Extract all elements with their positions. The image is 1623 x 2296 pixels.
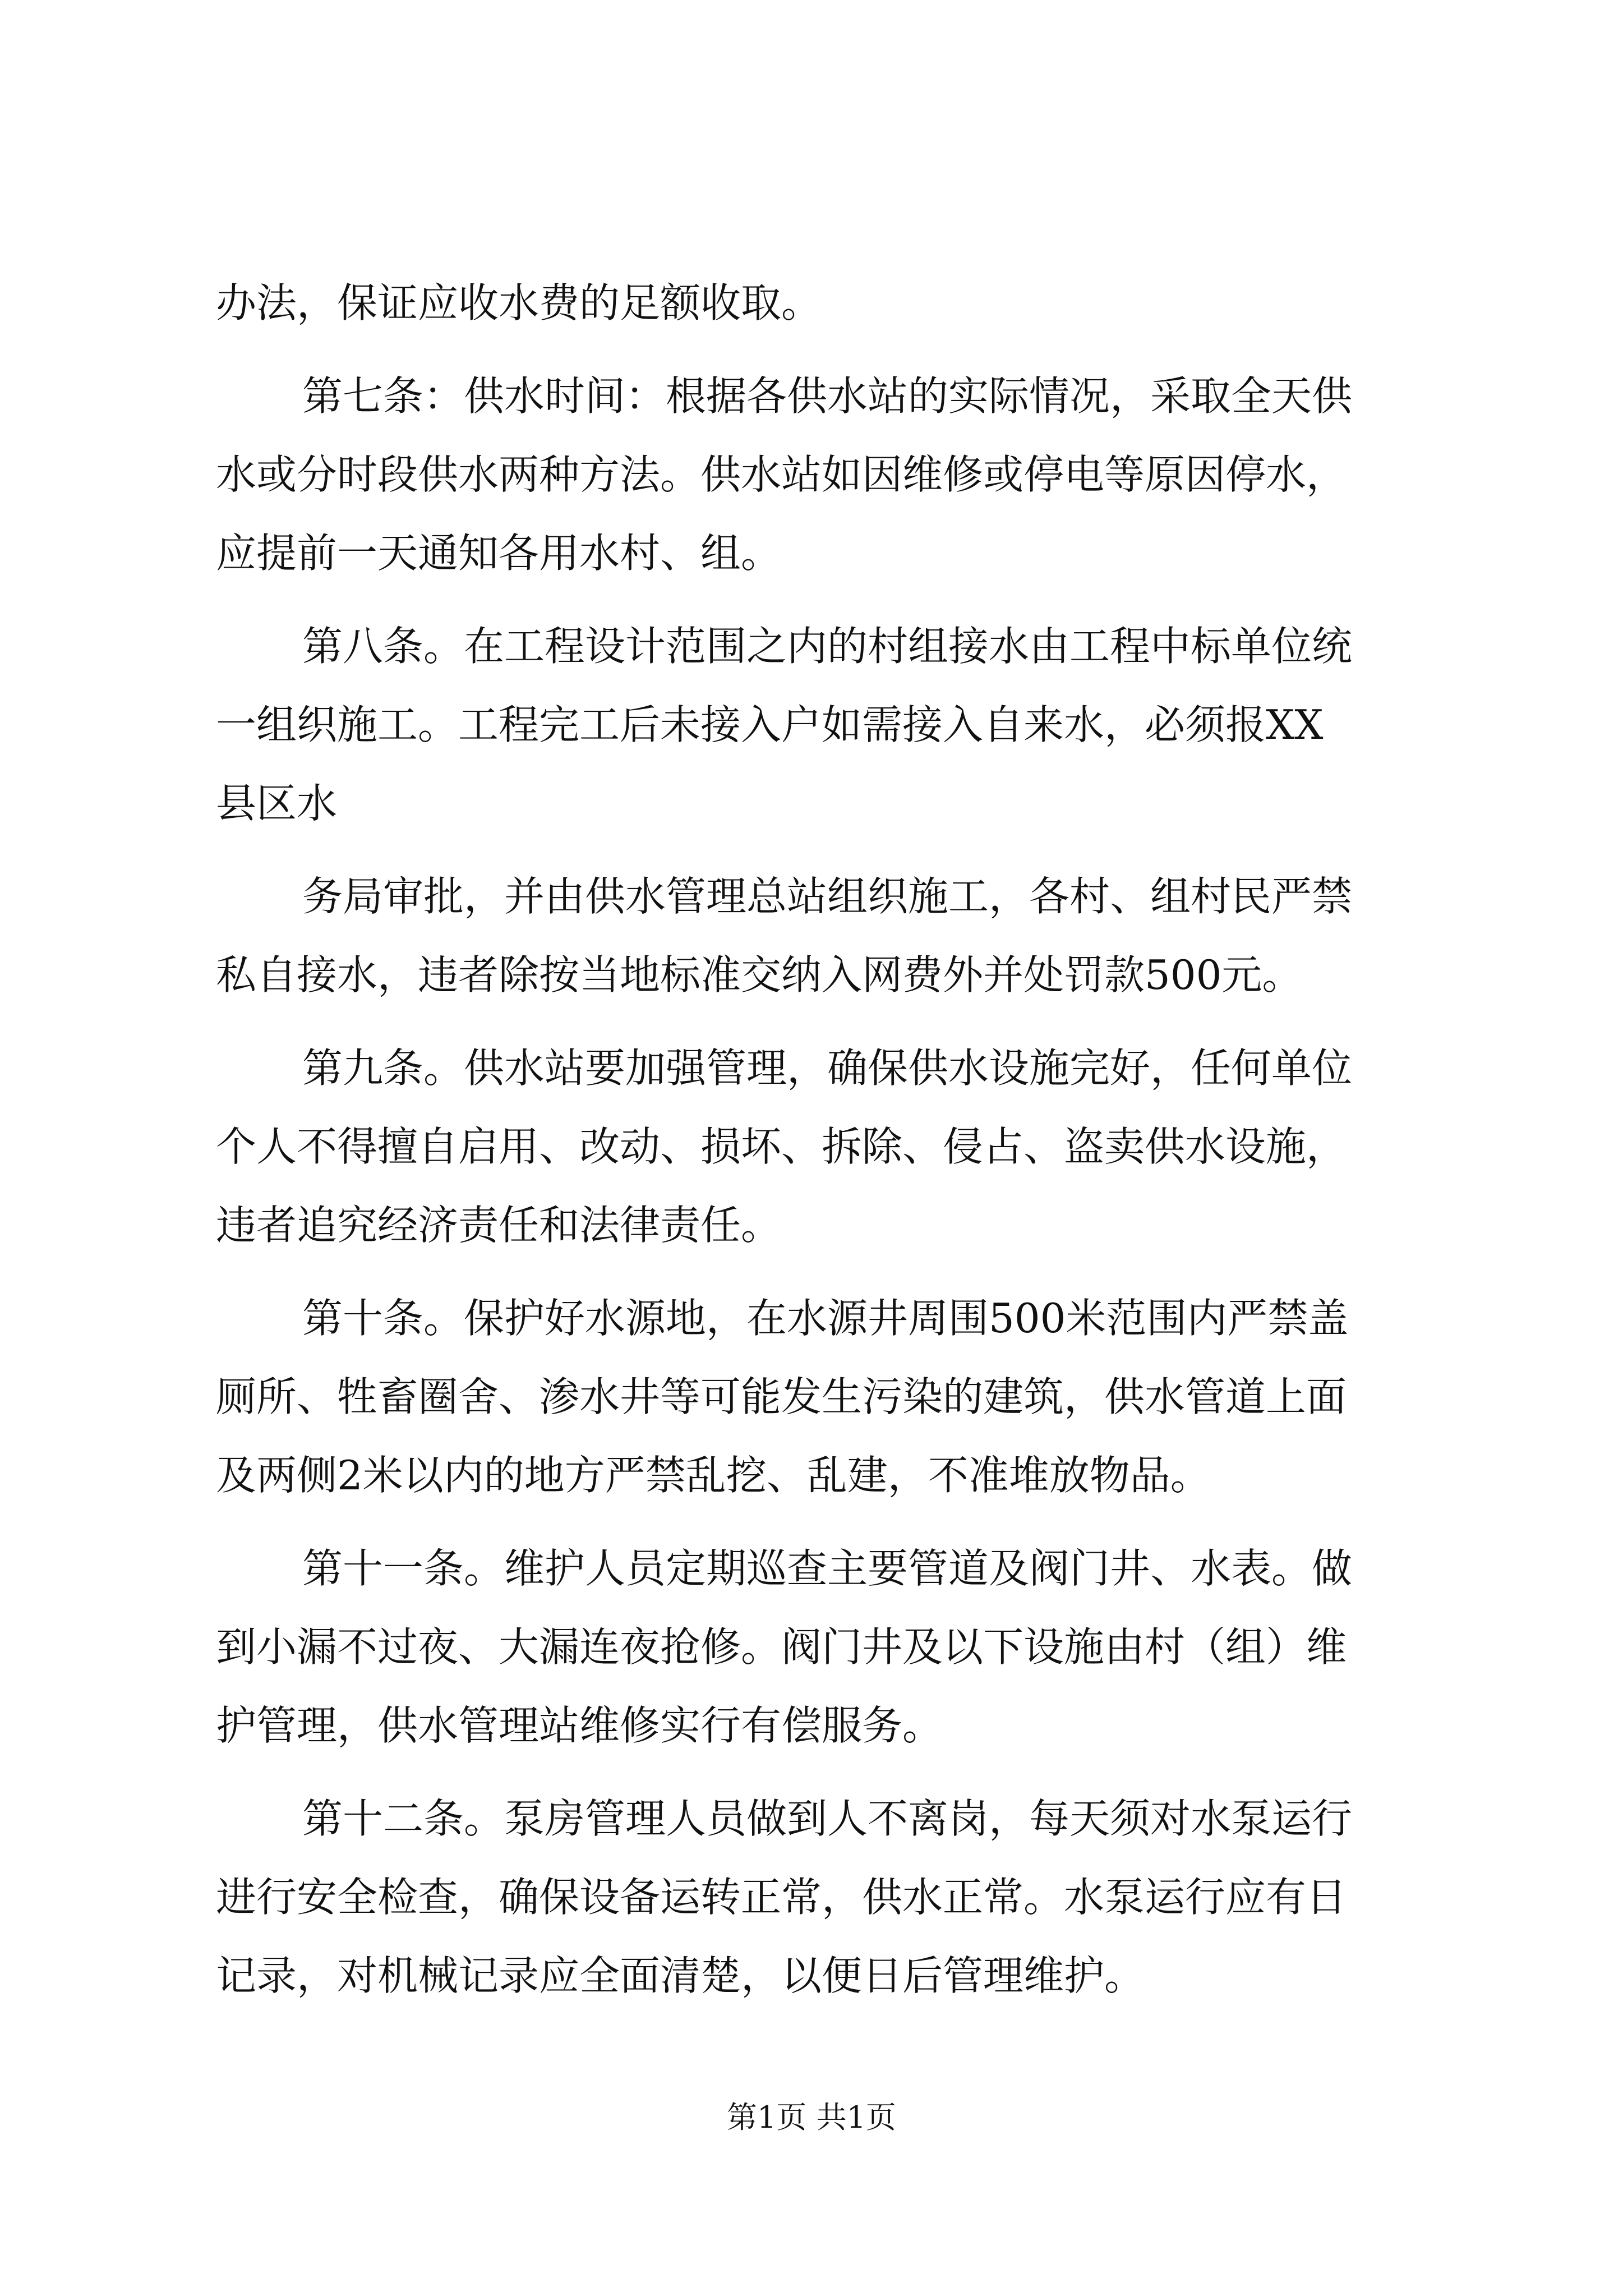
paragraph-article-7 — [216, 357, 1422, 592]
text-line: 第十一条。维护人员定期巡查主要管道及阀门井、水表。做 — [302, 1545, 1353, 1592]
text-line: 务局审批，并由供水管理总站组织施工，各村、组村民严禁 — [302, 873, 1353, 920]
paragraph-article-8-cont — [216, 857, 1422, 1014]
text-line: 一组织施工。工程完工后未接入户如需接入自来水，必须报XX — [216, 701, 1324, 748]
document-body — [216, 264, 1422, 2030]
text-line: 第九条。供水站要加强管理，确保供水设施完好，任何单位 — [302, 1045, 1353, 1092]
paragraph-article-11 — [216, 1529, 1422, 1765]
text-line: 应提前一天通知各用水村、组。 — [216, 530, 782, 577]
text-line: 县区水 — [216, 780, 338, 827]
text-line: 护管理，供水管理站维修实行有偿服务。 — [216, 1702, 943, 1749]
paragraph-article-12 — [216, 1779, 1422, 2015]
paragraph-article-10 — [216, 1279, 1422, 1515]
text-line: 办法，保证应收水费的足额收取。 — [216, 279, 822, 326]
paragraph-article-9 — [216, 1029, 1422, 1264]
text-line: 第七条：供水时间：根据各供水站的实际情况，采取全天供 — [302, 372, 1353, 420]
text-line: 个人不得擅自启用、改动、损坏、拆除、侵占、盗卖供水设施， — [216, 1123, 1347, 1170]
text-line: 记录，对机械记录应全面清楚，以便日后管理维护。 — [216, 1952, 1145, 1999]
text-line: 水或分时段供水两种方法。供水站如因维修或停电等原因停水， — [216, 451, 1347, 498]
text-line: 第八条。在工程设计范围之内的村组接水由工程中标单位统 — [302, 623, 1353, 670]
text-line: 及两侧2米以内的地方严禁乱挖、乱建，不准堆放物品。 — [216, 1452, 1211, 1499]
page-number-footer: 第1页 共1页 — [727, 2100, 896, 2135]
paragraph-article-8 — [216, 607, 1422, 843]
text-line: 违者追究经济责任和法律责任。 — [216, 1202, 782, 1249]
text-line: 第十条。保护好水源地，在水源井周围500米范围内严禁盖 — [302, 1295, 1349, 1342]
text-line: 进行安全检查，确保设备运转正常，供水正常。水泵运行应有日 — [216, 1874, 1347, 1921]
text-line: 私自接水，违者除按当地标准交纳入网费外并处罚款500元。 — [216, 951, 1303, 999]
text-line: 到小漏不过夜、大漏连夜抢修。阀门井及以下设施由村（组）维 — [216, 1623, 1347, 1671]
paragraph-1 — [216, 264, 1422, 342]
text-line: 厕所、牲畜圈舍、渗水井等可能发生污染的建筑，供水管道上面 — [216, 1373, 1347, 1420]
text-line: 第十二条。泵房管理人员做到人不离岗，每天须对水泵运行 — [302, 1795, 1353, 1842]
